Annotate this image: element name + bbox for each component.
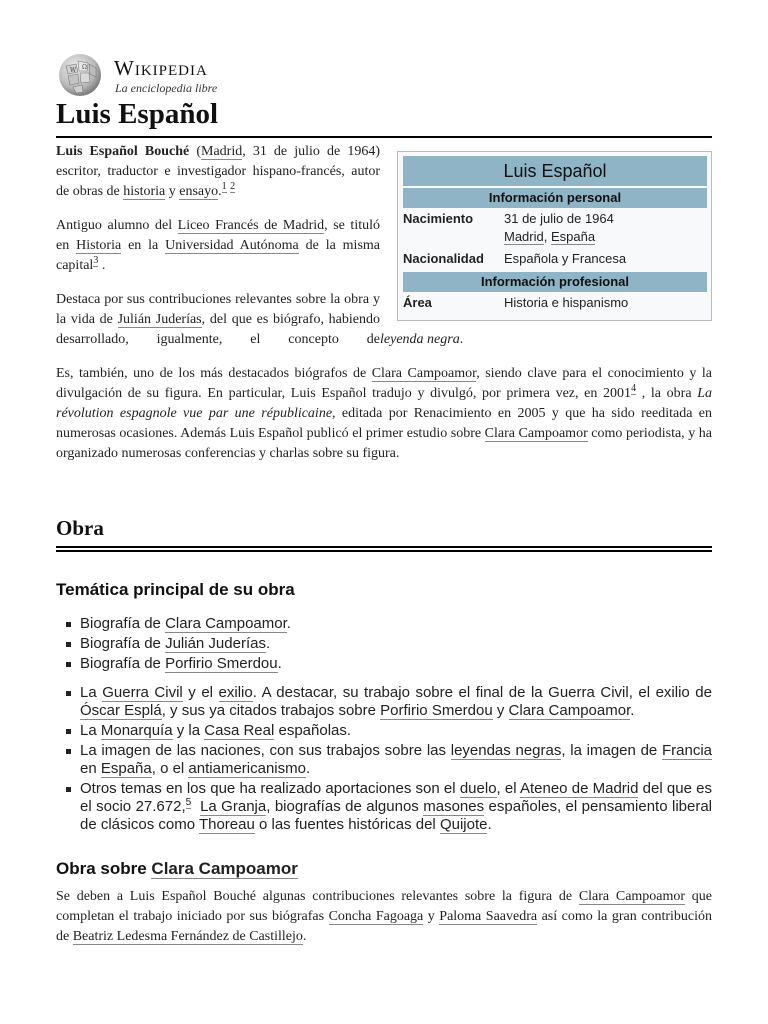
text: , el	[496, 780, 520, 797]
link-thoreau[interactable]: Thoreau	[198, 816, 255, 833]
term-leyenda-negra: leyenda negra	[380, 332, 460, 347]
nationality-value: Española y Francesa	[504, 251, 627, 266]
text: españolas.	[274, 722, 352, 739]
link-ateneo[interactable]: Ateneo de Madrid	[519, 780, 639, 797]
text: , se tituló en	[56, 218, 380, 253]
infobox-title: Luis Español	[403, 156, 707, 186]
list-item	[80, 742, 712, 778]
link-paloma-saavedra[interactable]: Paloma Saavedra	[439, 909, 538, 924]
link-smerdou[interactable]: Porfirio Smerdou	[165, 655, 278, 672]
link-quijote[interactable]: Quijote	[439, 816, 488, 833]
heading-text: Obra sobre	[56, 859, 152, 878]
link-liceo[interactable]: Liceo Francés de Madrid	[177, 218, 325, 233]
heading-rule	[56, 550, 712, 552]
themes-list	[56, 684, 712, 836]
subsection-heading-tematica: Temática principal de su obra	[56, 580, 295, 599]
text: de la misma capital	[56, 238, 380, 273]
text: , la obra	[636, 386, 698, 401]
text: La imagen de las naciones, con sus trabajos sobre las	[80, 742, 451, 759]
text: .	[305, 760, 311, 777]
list-item	[80, 722, 712, 740]
link-madrid[interactable]: Madrid	[201, 144, 243, 159]
link-historia[interactable]: Historia	[76, 238, 122, 253]
text: , editada por Renacimiento en 2005 y que ha sido reeditada en numerosas ocasiones. Además Luis Español publicó el primer estudio sobre	[56, 406, 712, 441]
text: , del que es biógrafo, habiendo desarrollado, igualmente, el concepto de	[56, 312, 380, 347]
link-exilio[interactable]: exilio	[218, 684, 253, 701]
area-value: Historia e hispanismo	[504, 295, 629, 310]
text: , biografías de algunos	[266, 798, 424, 815]
text: , y sus ya citados trabajos sobre	[161, 702, 381, 719]
text: .	[265, 635, 271, 652]
page-title: Luis Español	[56, 96, 712, 138]
text: y	[165, 184, 180, 199]
text: (	[189, 144, 202, 159]
biographies-list	[56, 615, 712, 675]
link-universidad[interactable]: Universidad Autónoma	[165, 238, 299, 253]
text: del que es el socio 27.672,	[80, 780, 712, 815]
text: La	[80, 684, 103, 701]
link-juderias[interactable]: Julián Juderías	[117, 312, 202, 327]
text: y	[423, 909, 440, 924]
text: .	[98, 258, 106, 273]
section-heading-obra	[56, 514, 712, 548]
tagline: La enciclopedia libre	[115, 81, 218, 95]
wordmark: Wikipedia	[114, 56, 208, 80]
list-item	[80, 780, 712, 834]
link-monarquia[interactable]: Monarquía	[100, 722, 173, 739]
link-clara-campoamor[interactable]: Clara Campoamor	[578, 889, 686, 904]
birth-value	[504, 210, 707, 246]
link-juderias[interactable]: Julián Juderías	[165, 635, 266, 652]
text: .	[630, 702, 635, 719]
text: como periodista, y ha organizado numerosas conferencias y charlas sobre su figura.	[56, 426, 712, 461]
text	[191, 798, 200, 815]
link-clara-campoamor[interactable]: Clara Campoamor	[484, 426, 588, 441]
text: y la	[172, 722, 205, 739]
area-label: Área	[403, 295, 432, 310]
reference-2[interactable]: 2	[230, 181, 236, 193]
text: que completan el trabajo iniciado por sus biógrafas	[56, 889, 712, 924]
link-clara-campoamor[interactable]: Clara Campoamor	[371, 366, 477, 381]
link-francia[interactable]: Francia	[661, 742, 713, 759]
wikipedia-logo[interactable]	[56, 52, 356, 98]
birth-label: Nacimiento	[403, 211, 474, 226]
text: Biografía de	[80, 655, 166, 672]
intro-paragraph-4	[56, 364, 712, 464]
link-masones[interactable]: masones	[423, 798, 485, 815]
link-clara-campoamor[interactable]: Clara Campoamor	[165, 615, 287, 632]
text: . A destacar, su trabajo sobre el final de la Guerra Civil, el exilio de	[252, 684, 712, 701]
text	[56, 290, 380, 350]
text: , 31 de julio de 1964) escritor, traductor e investigador hispano-francés, autor de obras de	[56, 144, 380, 199]
text: y	[492, 702, 509, 719]
link-espla[interactable]: Óscar Esplá	[80, 702, 162, 719]
text: Antiguo alumno del	[56, 218, 178, 233]
text: La	[80, 722, 101, 739]
list-item	[80, 684, 712, 720]
link-duelo[interactable]: duelo	[459, 780, 497, 797]
reference-3[interactable]: 3	[93, 255, 99, 267]
link-espana[interactable]: España	[100, 760, 152, 777]
text: , la imagen de	[561, 742, 662, 759]
text: Biografía de	[80, 615, 166, 632]
intro-paragraph-2	[56, 216, 380, 276]
text: Biografía de	[80, 635, 166, 652]
text: Es, también, uno de los más destacados biógrafos de	[56, 366, 372, 381]
link-smerdou[interactable]: Porfirio Smerdou	[380, 702, 493, 719]
intro-paragraph-3	[56, 290, 712, 350]
text: .	[487, 816, 492, 833]
link-leyendas-negras[interactable]: leyendas negras	[450, 742, 562, 759]
link-madrid[interactable]: Madrid	[504, 229, 544, 244]
reference-5[interactable]: 5	[185, 797, 192, 808]
infobox-section-personal: Información personal	[403, 188, 707, 208]
text: y el	[182, 684, 219, 701]
text: .	[218, 184, 222, 199]
text: .	[286, 615, 291, 632]
infobox-row-nationality	[403, 248, 707, 270]
infobox-row-birth	[403, 208, 707, 248]
link-casa-real[interactable]: Casa Real	[204, 722, 275, 739]
text: , o el	[151, 760, 189, 777]
text: , siendo clave para el conocimiento y la divulgación de su figura. En particular, Luis Español tradujo y divulgó, por primera vez, en 2001	[56, 366, 712, 401]
text: .	[277, 655, 282, 672]
puzzle-globe-icon	[56, 52, 104, 98]
text: Destaca por sus contribuciones relevantes sobre la obra y la vida de	[56, 292, 380, 327]
text: españoles, el pensamiento liberal de clásicos como	[80, 798, 713, 833]
subject-name: Luis Español Bouché	[56, 144, 190, 159]
intro-paragraph-1	[56, 142, 380, 202]
birth-date: 31 de julio de 1964	[504, 211, 614, 226]
book-title: La révolution espagnole vue par une républicaine	[56, 386, 713, 421]
link-antiamericanismo[interactable]: antiamericanismo	[188, 760, 306, 777]
text: .	[459, 332, 464, 347]
separator: ,	[543, 229, 551, 244]
text: así como la gran contribución de	[56, 909, 713, 944]
list-item	[80, 615, 712, 633]
link-espana[interactable]: España	[550, 229, 596, 244]
clara-paragraph	[56, 887, 712, 947]
reference-1[interactable]: 1	[221, 181, 227, 193]
link-clara-campoamor[interactable]: Clara Campoamor	[151, 859, 298, 878]
text: .	[302, 929, 307, 944]
svg-text:Ω: Ω	[82, 64, 87, 71]
text: o las fuentes históricas del	[254, 816, 440, 833]
svg-text:W: W	[70, 67, 77, 74]
link-guerra-civil[interactable]: Guerra Civil	[102, 684, 183, 701]
reference-4[interactable]: 4	[631, 383, 637, 395]
list-item	[80, 655, 712, 673]
text: en la	[121, 238, 166, 253]
link-concha-fagoaga[interactable]: Concha Fagoaga	[328, 909, 424, 924]
link-beatriz-ledesma[interactable]: Beatriz Ledesma Fernández de Castillejo	[72, 929, 303, 944]
text: Otros temas en los que ha realizado aportaciones son el	[80, 780, 460, 797]
link-clara-campoamor[interactable]: Clara Campoamor	[508, 702, 631, 719]
text: en	[80, 760, 101, 777]
subsection-heading-clara	[56, 859, 298, 879]
heading-text: Obra	[56, 516, 104, 540]
link-la-granja[interactable]: La Granja	[200, 798, 267, 815]
list-item	[80, 635, 712, 653]
nationality-label: Nacionalidad	[403, 251, 484, 266]
link-historia[interactable]: historia	[123, 184, 166, 199]
text: Se deben a Luis Español Bouché algunas contribuciones relevantes sobre la figura de	[56, 889, 579, 904]
infobox-section-professional: Información profesional	[403, 272, 707, 292]
link-ensayo[interactable]: ensayo	[179, 184, 219, 199]
